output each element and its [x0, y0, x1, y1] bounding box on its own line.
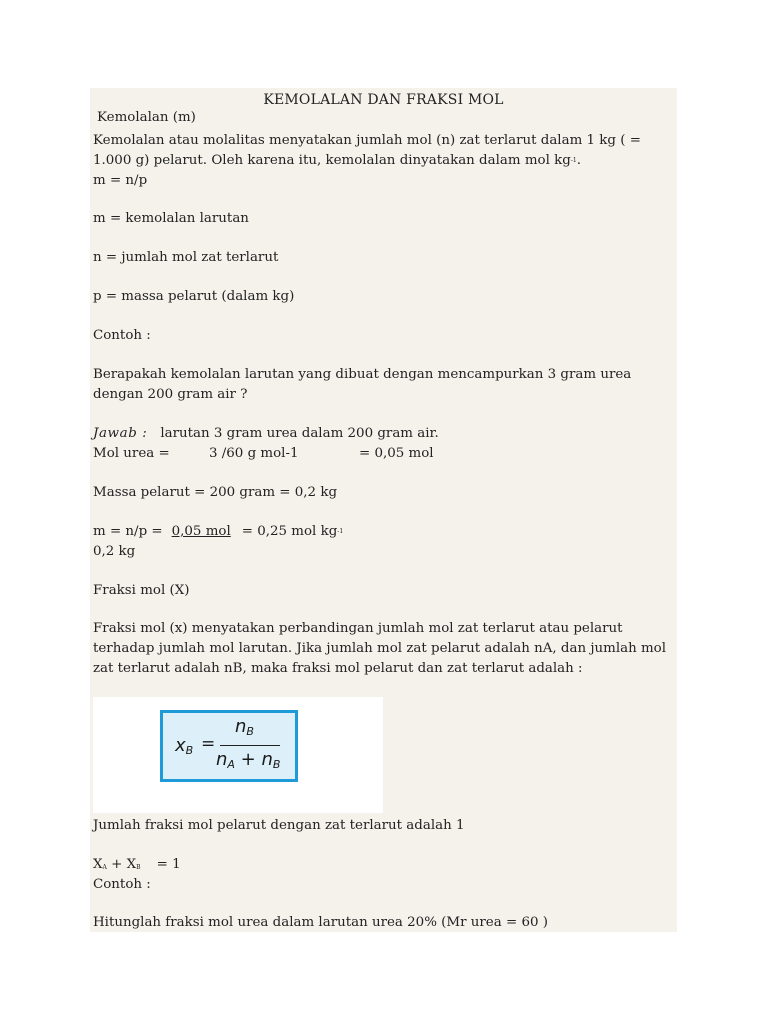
- definition-m: m = kemolalan larutan: [93, 211, 249, 226]
- formula-denominator: nA + nB: [216, 749, 281, 771]
- fraksi-para-line-3: zat terlarut adalah nB, maka fraksi mol pelarut dan zat terlarut adalah :: [93, 661, 583, 676]
- sum-result: = 1: [156, 857, 181, 872]
- document-page: [90, 88, 677, 932]
- sum-equation: XA + XB = 1: [93, 857, 181, 872]
- massa-pelarut-line: Massa pelarut = 200 gram = 0,2 kg: [93, 485, 338, 500]
- section-heading-fraksi: Fraksi mol (X): [93, 583, 190, 598]
- answer-text: larutan 3 gram urea dalam 200 gram air.: [160, 426, 439, 441]
- calc-denominator: 0,2 kg: [93, 544, 136, 559]
- mol-urea-line: [93, 444, 434, 464]
- section-heading-kemolalan: Kemolalan (m): [97, 110, 196, 125]
- example-label-2: Contoh :: [93, 877, 151, 892]
- intro-line-2-text: 1.000 g) pelarut. Oleh karena itu, kemolalan dinyatakan dalam mol kg: [93, 153, 571, 168]
- mol-urea-calc: 3 /60 g mol-1: [209, 446, 299, 461]
- answer-line: [93, 424, 439, 444]
- fraksi-para-line-1: Fraksi mol (x) menyatakan perbandingan jumlah mol zat terlarut atau pelarut: [93, 621, 623, 636]
- calc-numerator: 0,05 mol: [171, 524, 231, 539]
- formula-lhs: xB: [175, 735, 194, 757]
- question-line-2: dengan 200 gram air ?: [93, 387, 248, 402]
- formula-box: [160, 710, 298, 782]
- answer-label: Jawab :: [93, 426, 148, 441]
- calc-result: = 0,25 mol kg: [241, 524, 338, 539]
- question-line-1: Berapakah kemolalan larutan yang dibuat dengan mencampurkan 3 gram urea: [93, 367, 632, 382]
- formula-numerator: nB: [235, 716, 254, 738]
- intro-superscript: -1: [570, 157, 577, 164]
- document-title: KEMOLALAN DAN FRAKSI MOL: [263, 92, 504, 108]
- mol-urea-result: = 0,05 mol: [359, 446, 434, 461]
- fraction-bar: [220, 745, 280, 746]
- formula-equals: =: [201, 734, 216, 754]
- definition-n: n = jumlah mol zat terlarut: [93, 250, 279, 265]
- example-label-1: Contoh :: [93, 328, 151, 343]
- intro-line-2: [93, 151, 581, 171]
- calc-prefix: m = n/p =: [93, 524, 163, 539]
- definition-p: p = massa pelarut (dalam kg): [93, 289, 295, 304]
- mole-fraction-formula-figure: [93, 697, 383, 813]
- mol-urea-label: Mol urea =: [93, 446, 170, 461]
- intro-line-2-end: .: [576, 153, 581, 168]
- intro-line-1: Kemolalan atau molalitas menyatakan jumlah mol (n) zat terlarut dalam 1 kg ( =: [93, 133, 641, 148]
- sum-statement: Jumlah fraksi mol pelarut dengan zat terlarut adalah 1: [93, 818, 465, 833]
- molality-calc-line: [93, 522, 343, 542]
- calc-superscript: -1: [337, 528, 344, 535]
- fraksi-para-line-2: terhadap jumlah mol larutan. Jika jumlah mol zat pelarut adalah nA, dan jumlah mol: [93, 641, 667, 656]
- molality-formula: m = n/p: [93, 173, 148, 188]
- question-2: Hitunglah fraksi mol urea dalam larutan urea 20% (Mr urea = 60 ): [93, 915, 548, 930]
